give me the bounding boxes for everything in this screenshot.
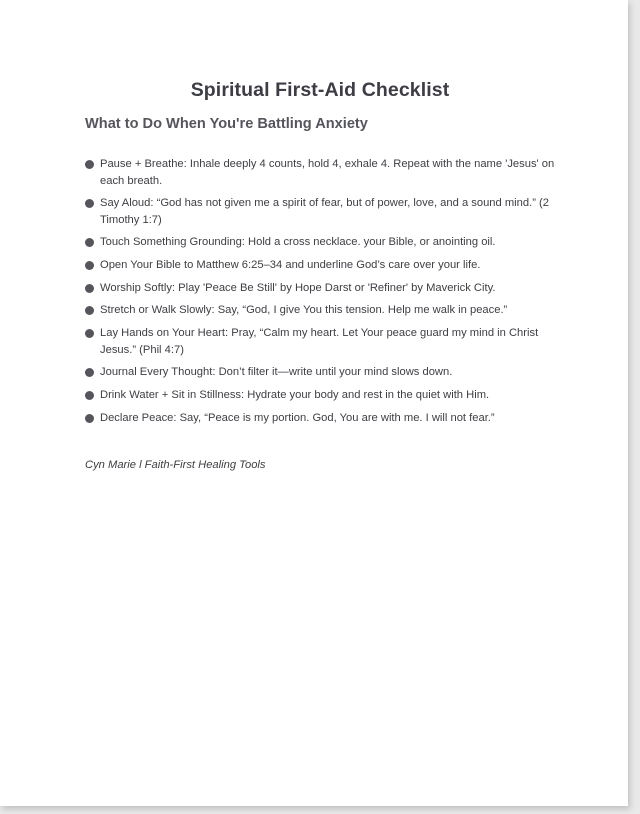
checklist-item [85, 257, 565, 274]
bullet-icon [85, 160, 94, 169]
checklist-item-text: Journal Every Thought: Don’t filter it—write until your mind slows down. [100, 366, 453, 379]
checklist-item-text: Say Aloud: “God has not given me a spirit of fear, but of power, love, and a sound mind.” (2 Timothy 1:7) [100, 197, 550, 226]
checklist-item-text: Pause + Breathe: Inhale deeply 4 counts, hold 4, exhale 4. Repeat with the name 'Jesus' on each breath. [100, 158, 555, 187]
checklist-item-text: Drink Water + Sit in Stillness: Hydrate your body and rest in the quiet with Him. [100, 389, 490, 401]
checklist-item [85, 195, 565, 228]
checklist-item-text: Open Your Bible to Matthew 6:25–34 and underline God’s care over your life. [100, 259, 481, 272]
bullet-icon [85, 368, 94, 377]
checklist-item [85, 364, 565, 381]
checklist-item [85, 325, 565, 358]
page-subtitle: What to Do When You're Battling Anxiety [85, 116, 368, 132]
footer-signature: Cyn Marie l Faith-First Healing Tools [85, 459, 266, 471]
checklist-item [85, 302, 565, 319]
bullet-icon [85, 414, 94, 423]
checklist-item [85, 234, 565, 251]
checklist-item-text: Declare Peace: Say, “Peace is my portion. God, You are with me. I will not fear.” [100, 411, 495, 424]
bullet-icon [85, 261, 94, 270]
checklist-item-text: Stretch or Walk Slowly: Say, “God, I give You this tension. Help me walk in peace.” [100, 304, 508, 317]
bullet-icon [85, 391, 94, 400]
bullet-icon [85, 306, 94, 315]
page-title: Spiritual First-Aid Checklist [190, 79, 450, 101]
checklist-item [85, 387, 565, 404]
checklist-item-text: Touch Something Grounding: Hold a cross necklace. your Bible, or anointing oil. [100, 236, 496, 249]
bullet-icon [85, 329, 94, 338]
checklist-item [85, 280, 565, 297]
checklist [85, 156, 565, 432]
checklist-item [85, 156, 565, 189]
bullet-icon [85, 284, 94, 293]
bullet-icon [85, 199, 94, 208]
checklist-item-text: Worship Softly: Play 'Peace Be Still' by Hope Darst or 'Refiner' by Maverick City. [100, 281, 496, 294]
checklist-item-text: Lay Hands on Your Heart: Pray, “Calm my heart. Let Your peace guard my mind in Christ Jesus.” (Phil 4:7) [100, 327, 539, 356]
bullet-icon [85, 238, 94, 247]
checklist-item [85, 410, 565, 427]
